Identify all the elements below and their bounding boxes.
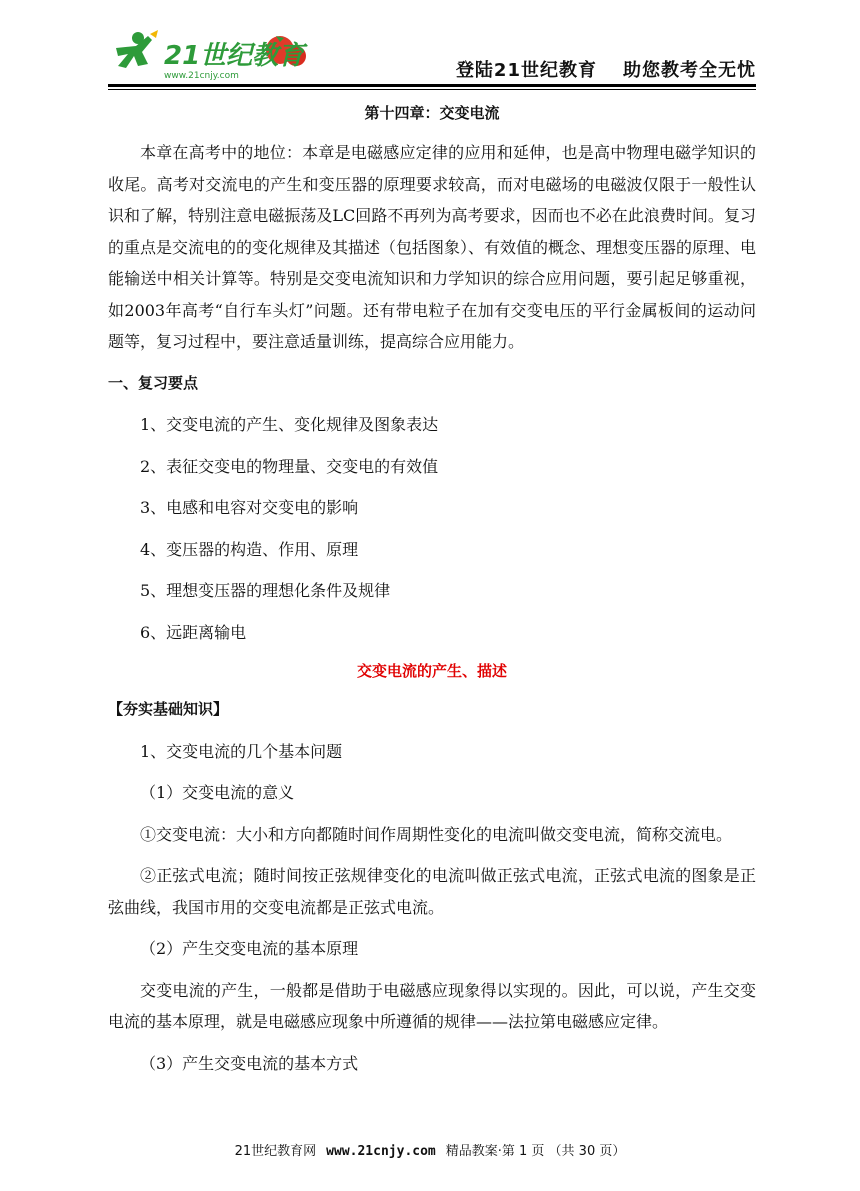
review-point: 4、变压器的构造、作用、原理 bbox=[140, 539, 359, 559]
subquestion-heading: （2）产生交变电流的基本原理 bbox=[140, 939, 359, 958]
review-point: 3、电感和电容对交变电的影响 bbox=[140, 498, 359, 517]
footer-url: www.21cnjy.com bbox=[326, 1144, 436, 1159]
footer-site: 21世纪教育网 bbox=[234, 1144, 317, 1159]
review-points-list bbox=[108, 409, 756, 648]
review-point: 1、交变电流的产生、变化规律及图象表达 bbox=[140, 415, 439, 434]
subquestion-heading: （1）交变电流的意义 bbox=[140, 783, 295, 802]
slogan-right: 助您教考全无忧 bbox=[623, 60, 756, 81]
definition-ac: ①交变电流：大小和方向都随时间作周期性变化的电流叫做交变电流，简称交流电。 bbox=[140, 824, 733, 844]
subquestion-heading: （3）产生交变电流的基本方式 bbox=[140, 1053, 359, 1073]
slogan-left: 登陆21世纪教育 bbox=[455, 60, 597, 81]
section-title: 交变电流的产生、描述 bbox=[356, 662, 507, 680]
chapter-title: 第十四章：交变电流 bbox=[364, 104, 500, 122]
page-footer bbox=[0, 1140, 860, 1159]
knowledge-section bbox=[108, 736, 756, 1080]
header-rule-thick bbox=[108, 84, 756, 87]
knowledge-heading: 【夯实基础知识】 bbox=[108, 700, 229, 718]
review-heading: 一、复习要点 bbox=[108, 373, 199, 392]
review-point: 6、远距离输电 bbox=[140, 622, 247, 642]
document-body bbox=[108, 96, 756, 1089]
logo-text: 21世纪教育 bbox=[164, 41, 305, 71]
principle-paragraph: 交变电流的产生，一般都是借助于电磁感应现象得以实现的。因此，可以说，产生交变电流的基本原理，就是电磁感应现象中所遵循的规律——法拉第电磁感应定律。 bbox=[108, 980, 756, 1031]
question-heading: 1、交变电流的几个基本问题 bbox=[140, 741, 343, 761]
definition-sine: ②正弦式电流；随时间按正弦规律变化的电流叫做正弦式电流，正弦式电流的图象是正弦曲线，我国市用的交变电流都是正弦式电流。 bbox=[108, 866, 756, 917]
review-point: 2、表征交变电的物理量、交变电的有效值 bbox=[140, 456, 439, 476]
footer-page-label: 精品教案·第 1 页 （共 30 页） bbox=[445, 1144, 626, 1159]
page-header bbox=[108, 18, 756, 84]
logo-21cnjy-icon bbox=[108, 28, 308, 82]
review-point: 5、理想变压器的理想化条件及规律 bbox=[140, 581, 391, 600]
header-rule-thin bbox=[108, 89, 756, 90]
logo-url: www.21cnjy.com bbox=[164, 71, 239, 81]
intro-paragraph: 本章在高考中的地位：本章是电磁感应定律的应用和延伸，也是高中物理电磁学知识的收尾。高考对交流电的产生和变压器的原理要求较高，而对电磁场的电磁波仅限于一般性认识和了解，特别注意电磁振荡及LC回路不再列为高考要求，因而也不必在此浪费时间。复习的重点是交流电的的变化规律及其描述（包括图象）、有效值的概念、理想变压器的原理、电能输送中相关计算等。特别是交变电流知识和力学知识的综合应用问题，要引起足够重视，如2003年高考“自行车头灯”问题。还有带电粒子在加有交变电压的平行金属板间的运动问题等，复习过程中，要注意适量训练，提高综合应用能力。 bbox=[108, 143, 757, 351]
header-slogan bbox=[456, 56, 756, 82]
